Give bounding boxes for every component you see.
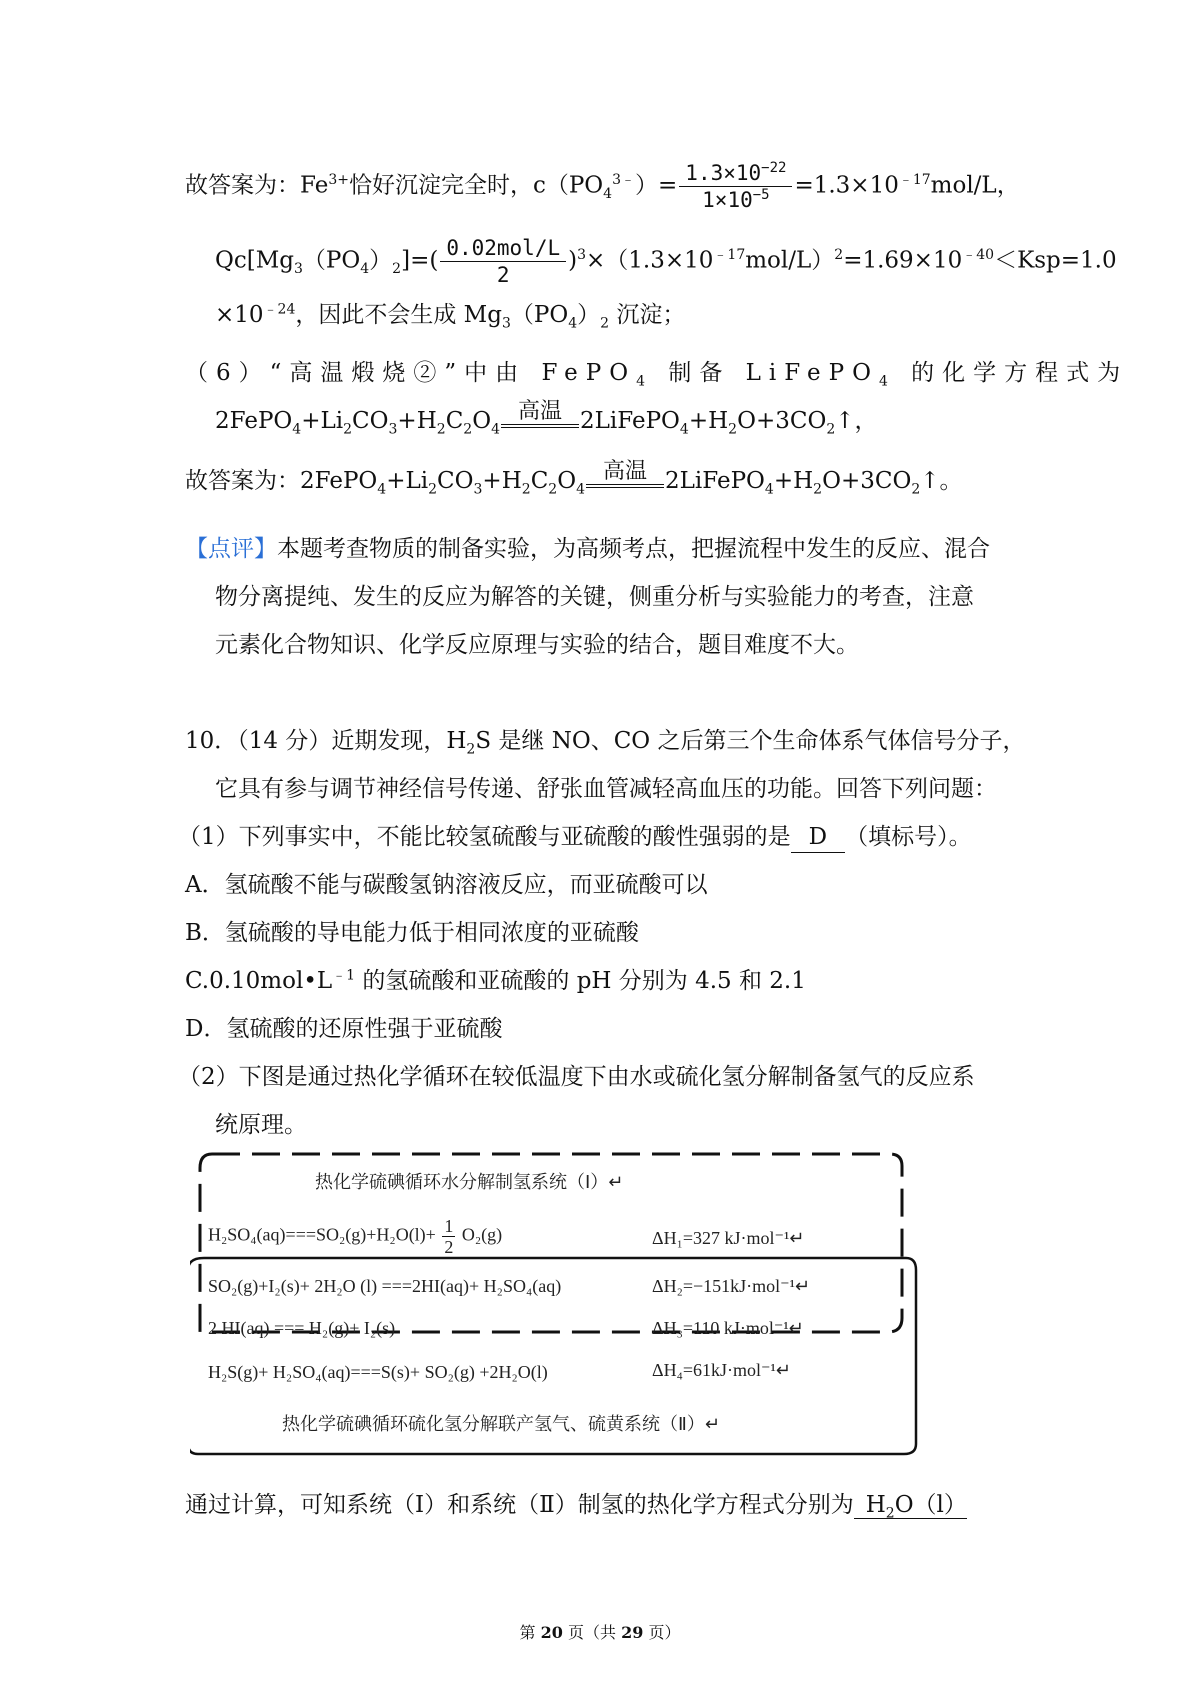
- text: +H: [773, 468, 814, 494]
- text: CO: [437, 468, 474, 494]
- subscript: 4: [292, 421, 302, 438]
- superscript: ﹣17: [898, 171, 931, 188]
- subscript: 4: [764, 481, 774, 498]
- text: 2LiFePO: [580, 408, 680, 434]
- subscript: 2: [463, 421, 473, 438]
- text: 故答案为：: [185, 468, 300, 494]
- text: ）=: [635, 172, 678, 199]
- text: H: [865, 1492, 886, 1518]
- subscript: 2: [521, 481, 531, 498]
- text: （PO: [302, 247, 361, 274]
- text: mol/L）: [745, 247, 835, 274]
- reaction-2: SO₂(g)+I₂(s)+ 2H₂O (l) ===2HI(aq)+ H₂SO₄(aq): [208, 1276, 562, 1296]
- comment-line-3: [215, 630, 859, 660]
- system-1-title: 热化学硫碘循环水分解制氢系统（Ⅰ）↵: [315, 1172, 624, 1193]
- reaction-4: H₂S(g)+ H₂SO₄(aq)===S(s)+ SO₂(g) +2H₂O(l): [208, 1362, 548, 1382]
- enthalpy-4: ΔH₄=61kJ·mol⁻¹↵: [652, 1360, 791, 1380]
- comment-line-1: [185, 534, 990, 564]
- text: 的氢硫酸和亚硫酸的 pH 分别为 4.5 和 2.1: [355, 968, 806, 994]
- subscript: 2: [826, 421, 836, 438]
- superscript: ﹣40: [962, 246, 995, 263]
- question-10-part-2-line-1: [178, 1062, 975, 1092]
- subscript: 4: [679, 421, 689, 438]
- text: Qc[Mg: [215, 247, 294, 274]
- answer-blank: [854, 1492, 967, 1522]
- reaction-1: [208, 1216, 502, 1257]
- subscript: 2: [728, 421, 738, 438]
- text: D．氢硫酸的还原性强于亚硫酸: [185, 1016, 503, 1042]
- system-2-title: 热化学硫碘循环硫化氢分解联产氢气、硫黄系统（Ⅱ）↵: [282, 1414, 720, 1435]
- text: mol/L，: [930, 172, 1020, 199]
- text: 元素化合物知识、化学反应原理与实验的结合，题目难度不大。: [215, 632, 859, 658]
- answer-line-2: [215, 235, 1117, 288]
- text: ）: [577, 302, 601, 328]
- text: C.0.10mol•L: [185, 968, 333, 994]
- subscript: 2: [343, 421, 353, 438]
- total-pages: 29: [621, 1623, 644, 1642]
- text: CO: [352, 408, 389, 434]
- subscript: 2: [428, 481, 438, 498]
- text: +H: [688, 408, 729, 434]
- subscript: 2: [436, 421, 446, 438]
- superscript: 3: [577, 246, 587, 263]
- text: +H: [482, 468, 522, 494]
- text: 制备 LiFePO: [653, 360, 879, 386]
- question-10-part-1: [178, 822, 972, 853]
- fraction-denominator: 1×10: [702, 188, 753, 212]
- text: ，因此不会生成 Mg: [295, 302, 502, 328]
- enthalpy-3: ΔH₃=110 kJ·mol⁻¹↵: [652, 1318, 804, 1338]
- subscript: 4: [636, 373, 654, 390]
- subscript: 4: [603, 186, 613, 203]
- text: （填标号）。: [845, 824, 972, 850]
- answer-line-3: [215, 300, 685, 330]
- page-number: 20: [540, 1623, 563, 1642]
- question-10-final-line: [185, 1490, 967, 1520]
- superscript: 3+: [328, 171, 349, 188]
- reaction-condition: [586, 460, 664, 496]
- text: 恰好沉淀完全时，c（PO: [348, 172, 604, 199]
- subscript: 4: [360, 261, 370, 278]
- subscript: 2: [813, 481, 823, 498]
- text: S 是继 NO、CO 之后第三个生命体系气体信号分子，: [475, 728, 1026, 754]
- option-c: [185, 966, 806, 996]
- fraction: [679, 160, 792, 213]
- text: 沉淀；: [609, 302, 686, 328]
- text: +H: [397, 408, 437, 434]
- text: ): [568, 247, 578, 274]
- text: 页（共: [562, 1623, 622, 1642]
- thermochemical-cycle-diagram: [190, 1148, 920, 1460]
- fraction-numerator: 1: [444, 1216, 454, 1236]
- text: 页）: [643, 1623, 681, 1642]
- text: 本题考查物质的制备实验，为高频考点，把握流程中发生的反应、混合: [277, 536, 990, 562]
- text: C: [530, 468, 549, 494]
- superscript: 2: [834, 246, 844, 263]
- fraction-numerator: 1.3×10: [685, 161, 762, 185]
- fraction: [440, 235, 566, 288]
- text: +Li: [386, 468, 429, 494]
- subscript: 2: [392, 261, 402, 278]
- condition-label: 高温: [517, 399, 562, 424]
- text: O₂(g): [457, 1224, 503, 1245]
- subscript: 3: [388, 421, 398, 438]
- answer-blank: D: [791, 822, 845, 853]
- question-10-line-2: [215, 774, 997, 804]
- text: C: [445, 408, 464, 434]
- reaction-condition: [501, 400, 579, 436]
- answer-line-1: [185, 160, 1020, 213]
- page-footer: [0, 1620, 1200, 1643]
- subscript: 4: [878, 373, 896, 390]
- text: B．氢硫酸的导电能力低于相同浓度的亚硫酸: [185, 920, 639, 946]
- superscript: −22: [761, 160, 787, 176]
- text: （6）“高温煅烧②”中由 FePO: [185, 360, 637, 386]
- text: ↑。: [920, 468, 963, 494]
- fraction: [442, 1216, 455, 1257]
- enthalpy-2: ΔH₂=−151kJ·mol⁻¹↵: [652, 1276, 811, 1296]
- subscript: 4: [568, 315, 578, 332]
- text: =1.69×10: [843, 247, 963, 274]
- enthalpy-1: ΔH₁=327 kJ·mol⁻¹↵: [652, 1228, 805, 1248]
- text: 故答案为：Fe: [185, 172, 329, 199]
- subscript: 3: [293, 261, 303, 278]
- text: 它具有参与调节神经信号传递、舒张血管减轻高血压的功能。回答下列问题：: [215, 776, 997, 802]
- subscript: 2: [885, 1505, 895, 1522]
- option-b: [185, 918, 639, 948]
- text: 的化学方程式为: [895, 360, 1129, 386]
- question-10-line-1: [185, 726, 1025, 756]
- text: H₂SO₄(aq)===SO₂(g)+H₂O(l)+: [208, 1224, 441, 1245]
- text: ＜Ksp=1.0: [994, 247, 1117, 274]
- double-line-equals: [501, 424, 579, 428]
- reaction-3: 2 HI(aq) === H₂(g)+ I₂(s): [208, 1318, 396, 1338]
- text: 2FePO: [215, 408, 293, 434]
- text: ×10: [215, 302, 264, 328]
- fraction-denominator: 2: [496, 263, 510, 287]
- text: （1）下列事实中，不能比较氢硫酸与亚硫酸的酸性强弱的是: [178, 824, 791, 850]
- superscript: −5: [752, 187, 770, 203]
- subscript: 2: [600, 315, 610, 332]
- text: ×（1.3×10: [586, 247, 714, 274]
- superscript: ﹣24: [263, 301, 296, 318]
- subscript: 2: [548, 481, 558, 498]
- text: 10．（14 分）近期发现，H: [185, 728, 467, 754]
- text: O（l）: [894, 1492, 967, 1518]
- subscript: 2: [466, 741, 476, 758]
- subscript: 2: [911, 481, 921, 498]
- text: 2LiFePO: [665, 468, 765, 494]
- chemical-equation-answer: [185, 460, 963, 496]
- text: A．氢硫酸不能与碳酸氢钠溶液反应，而亚硫酸可以: [185, 872, 708, 898]
- text: O: [472, 408, 492, 434]
- subscript: 4: [491, 421, 500, 438]
- fraction-numerator: 0.02mol/L: [440, 235, 566, 262]
- subscript: 4: [576, 481, 585, 498]
- subscript: 3: [473, 481, 483, 498]
- option-d: [185, 1014, 502, 1044]
- superscript: ﹣17: [713, 246, 746, 263]
- condition-label: 高温: [602, 459, 647, 484]
- text: 物分离提纯、发生的反应为解答的关键，侧重分析与实验能力的考查，注意: [215, 584, 974, 610]
- text: 第: [519, 1623, 541, 1642]
- text: （2）下图是通过热化学循环在较低温度下由水或硫化氢分解制备氢气的反应系: [178, 1064, 975, 1090]
- text: +Li: [301, 408, 344, 434]
- subscript: 3: [501, 315, 511, 332]
- fraction-denominator: 2: [444, 1237, 454, 1257]
- text: ↑，: [835, 408, 878, 434]
- text: O+3CO: [737, 408, 827, 434]
- superscript: ﹣1: [332, 967, 356, 984]
- text: （PO: [510, 302, 569, 328]
- subscript: 4: [377, 481, 387, 498]
- comment-tag: 【点评】: [185, 536, 277, 562]
- text: 统原理。: [215, 1112, 307, 1138]
- superscript: 3﹣: [612, 171, 636, 188]
- question-6-line: [185, 358, 1128, 388]
- text: =1.3×10: [794, 172, 899, 199]
- text: ）: [369, 247, 393, 274]
- text: O: [557, 468, 577, 494]
- chemical-equation-1: [215, 400, 878, 436]
- text: 通过计算，可知系统（Ⅰ）和系统（Ⅱ）制氢的热化学方程式分别为: [185, 1492, 854, 1518]
- text: ]=(: [401, 247, 439, 274]
- text: O+3CO: [822, 468, 912, 494]
- text: 2FePO: [300, 468, 378, 494]
- double-line-equals: [586, 484, 664, 488]
- option-a: [185, 870, 708, 900]
- comment-line-2: [215, 582, 974, 612]
- question-10-part-2-line-2: [215, 1110, 307, 1140]
